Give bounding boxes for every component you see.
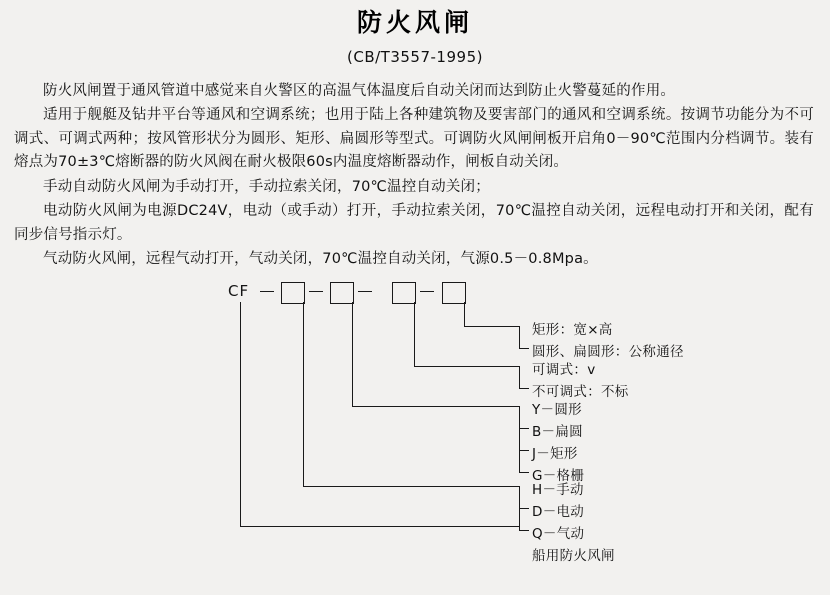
leader-line-2-vert	[352, 302, 353, 406]
code-box-1	[281, 282, 305, 304]
leader-line-4-vert	[464, 302, 465, 326]
code-box-2	[330, 282, 354, 304]
leader-line-2b-horiz	[519, 428, 529, 429]
legend-item-12: 船用防火风闸	[532, 547, 615, 564]
paragraph-3: 手动自动防火风闸为手动打开，手动拉索关闭，70℃温控自动关闭；	[43, 178, 490, 195]
legend-item-4: 不可调式：不标	[532, 383, 629, 400]
leader-line-prefix-horiz	[240, 526, 519, 527]
paragraph-5: 气动防火风闸，远程气动打开，气动关闭，70℃温控自动关闭，气源0.5－0.8Mpa。	[43, 251, 598, 268]
model-designation-diagram	[0, 281, 830, 564]
leader-line-2-horiz	[352, 406, 519, 407]
leader-line-3-horiz	[414, 366, 519, 367]
paragraph-1: 防火风闸置于通风管道中感觉来自火警区的高温气体温度后自动关闭而达到防止火警蔓延的作用。	[43, 83, 676, 99]
legend-item-10: D－电动	[532, 503, 585, 520]
leader-line-2-drop	[519, 406, 520, 472]
leader-line-1c-horiz	[519, 530, 529, 531]
leader-line-2d-horiz	[519, 472, 529, 473]
legend-item-7: J－矩形	[532, 445, 578, 462]
code-box-4	[442, 282, 466, 304]
leader-line-prefix-vert	[240, 302, 241, 526]
legend-item-8: G－格栅	[532, 467, 585, 484]
leader-line-4-drop	[519, 326, 520, 348]
legend-item-1: 矩形：宽×高	[532, 321, 613, 338]
legend-item-9: H－手动	[532, 481, 584, 498]
diagram-prefix: CF	[228, 281, 250, 300]
legend-item-6: B－扁圆	[532, 423, 583, 440]
legend-item-11: Q－气动	[532, 525, 585, 542]
leader-line-2c-horiz	[519, 450, 529, 451]
dash-2	[309, 291, 323, 292]
page-title: 防火风闸	[356, 8, 473, 37]
paragraph-4: 电动防火风闸为电源DC24V，电动（或手动）打开，手动拉索关闭，70℃温控自动关闭，远程电动打开和关闭，配有同步信号指示灯。	[14, 203, 814, 243]
legend-item-2: 圆形、扁圆形：公称通径	[532, 343, 684, 360]
leader-line-3-drop	[519, 366, 520, 388]
dash-1	[260, 291, 274, 292]
legend-item-5: Y－圆形	[532, 401, 582, 418]
leader-line-1-vert	[303, 302, 304, 486]
body-text	[0, 80, 830, 272]
leader-line-1b-horiz	[519, 508, 529, 509]
code-box-3	[392, 282, 416, 304]
leader-line-4-horiz	[464, 326, 519, 327]
dash-4	[420, 291, 434, 292]
dash-3	[358, 291, 372, 292]
leader-line-3-vert	[414, 302, 415, 366]
leader-line-3b-horiz	[519, 388, 529, 389]
document-page	[0, 8, 830, 595]
leader-line-4b-horiz	[519, 348, 529, 349]
standard-code: (CB/T3557-1995)	[347, 48, 483, 66]
legend-item-3: 可调式：v	[532, 361, 596, 378]
paragraph-2: 适用于舰艇及钻井平台等通风和空调系统；也用于陆上各种建筑物及要害部门的通风和空调系统。按调节功能分为不可调式、可调式两种；按风管形状分为圆形、矩形、扁圆形等型式。可调防火风闸闸板开启角0－90℃范围内分档调节。装有熔点为70±3℃熔断器的防火风阀在耐火极限60s内温度熔断器动作，闸板自动关闭。	[14, 107, 814, 171]
leader-line-1-horiz	[303, 486, 519, 487]
